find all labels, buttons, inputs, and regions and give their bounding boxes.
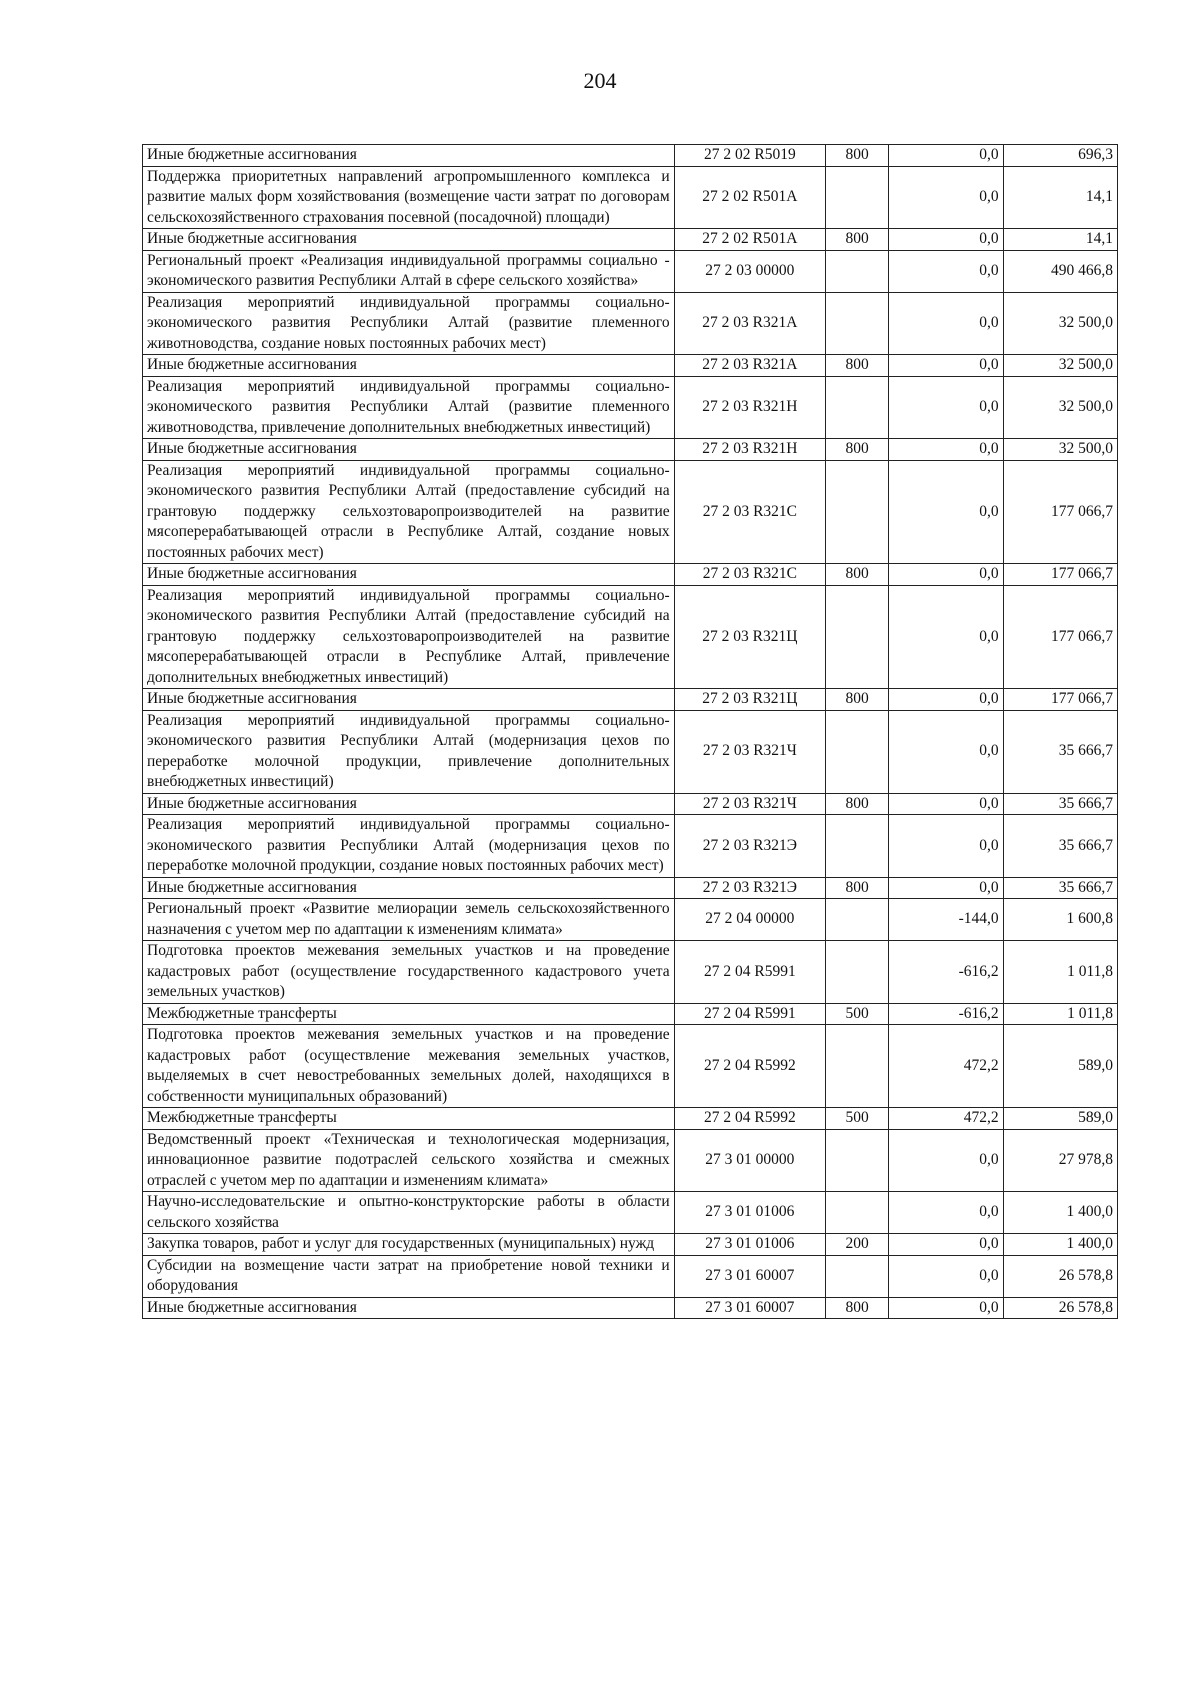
row-name-cell: Реализация мероприятий индивидуальной программы социально-экономического развития Республики Алтай (модернизация цехов по переработке молочной продукции, привлечение дополнительных внебюджетных инвестиций) xyxy=(143,710,675,793)
row-change-value-cell: 0,0 xyxy=(889,376,1003,439)
row-code-cell: 27 2 02 R501A xyxy=(674,166,825,229)
row-expense-type-cell xyxy=(826,1129,889,1192)
row-code-cell: 27 2 03 R321Ч xyxy=(674,710,825,793)
row-code-cell: 27 2 03 R321C xyxy=(674,564,825,586)
row-expense-type-cell xyxy=(826,460,889,564)
table-row xyxy=(143,1003,1118,1025)
row-name-cell: Иные бюджетные ассигнования xyxy=(143,877,675,899)
row-change-value-cell: 0,0 xyxy=(889,815,1003,878)
row-expense-type-cell: 800 xyxy=(826,793,889,815)
row-name-cell: Иные бюджетные ассигнования xyxy=(143,145,675,167)
table-row xyxy=(143,166,1118,229)
row-change-value-cell: -616,2 xyxy=(889,941,1003,1004)
row-amount-cell: 32 500,0 xyxy=(1003,376,1117,439)
row-name-cell: Иные бюджетные ассигнования xyxy=(143,229,675,251)
row-code-cell: 27 2 02 R501A xyxy=(674,229,825,251)
row-code-cell: 27 3 01 60007 xyxy=(674,1297,825,1319)
row-amount-cell: 1 600,8 xyxy=(1003,899,1117,941)
row-name-cell: Реализация мероприятий индивидуальной программы социально-экономического развития Республики Алтай (модернизация цехов по переработке молочной продукции, создание новых постоянных рабочих мест) xyxy=(143,815,675,878)
row-expense-type-cell xyxy=(826,585,889,689)
table-row xyxy=(143,250,1118,292)
row-change-value-cell: 0,0 xyxy=(889,460,1003,564)
row-name-cell: Подготовка проектов межевания земельных участков и на проведение кадастровых работ (осуществление государственного кадастрового учета земельных участков) xyxy=(143,941,675,1004)
table-row xyxy=(143,564,1118,586)
table-row xyxy=(143,941,1118,1004)
row-code-cell: 27 3 01 00000 xyxy=(674,1129,825,1192)
row-code-cell: 27 2 02 R5019 xyxy=(674,145,825,167)
budget-table xyxy=(142,144,1118,1319)
row-name-cell: Иные бюджетные ассигнования xyxy=(143,439,675,461)
row-code-cell: 27 2 04 00000 xyxy=(674,899,825,941)
row-amount-cell: 177 066,7 xyxy=(1003,564,1117,586)
row-change-value-cell: 0,0 xyxy=(889,1255,1003,1297)
table-row xyxy=(143,793,1118,815)
table-row xyxy=(143,292,1118,355)
table-row xyxy=(143,899,1118,941)
row-code-cell: 27 2 03 R321Ц xyxy=(674,689,825,711)
row-code-cell: 27 2 03 R321Ч xyxy=(674,793,825,815)
table-row xyxy=(143,376,1118,439)
row-expense-type-cell: 800 xyxy=(826,689,889,711)
row-name-cell: Межбюджетные трансферты xyxy=(143,1108,675,1130)
table-row xyxy=(143,585,1118,689)
row-expense-type-cell xyxy=(826,1255,889,1297)
row-amount-cell: 35 666,7 xyxy=(1003,793,1117,815)
budget-table-body xyxy=(143,145,1118,1319)
row-amount-cell: 32 500,0 xyxy=(1003,355,1117,377)
row-code-cell: 27 2 04 R5992 xyxy=(674,1108,825,1130)
table-row xyxy=(143,1255,1118,1297)
row-code-cell: 27 2 04 R5991 xyxy=(674,1003,825,1025)
row-expense-type-cell xyxy=(826,815,889,878)
table-row xyxy=(143,877,1118,899)
row-change-value-cell: -616,2 xyxy=(889,1003,1003,1025)
row-change-value-cell: 0,0 xyxy=(889,439,1003,461)
page-number: 204 xyxy=(583,68,617,93)
row-change-value-cell: 0,0 xyxy=(889,585,1003,689)
row-change-value-cell: -144,0 xyxy=(889,899,1003,941)
row-expense-type-cell xyxy=(826,376,889,439)
row-expense-type-cell: 200 xyxy=(826,1234,889,1256)
row-change-value-cell: 0,0 xyxy=(889,229,1003,251)
row-expense-type-cell xyxy=(826,166,889,229)
table-row xyxy=(143,1025,1118,1108)
row-amount-cell: 1 400,0 xyxy=(1003,1192,1117,1234)
row-name-cell: Ведомственный проект «Техническая и технологическая модернизация, инновационное развитие подотраслей сельского хозяйства и смежных отраслей с учетом мер по адаптации и изменениям климата» xyxy=(143,1129,675,1192)
row-amount-cell: 14,1 xyxy=(1003,166,1117,229)
table-row xyxy=(143,229,1118,251)
row-name-cell: Научно-исследовательские и опытно-конструкторские работы в области сельского хозяйства xyxy=(143,1192,675,1234)
table-row xyxy=(143,1234,1118,1256)
row-change-value-cell: 0,0 xyxy=(889,250,1003,292)
row-amount-cell: 26 578,8 xyxy=(1003,1297,1117,1319)
row-change-value-cell: 0,0 xyxy=(889,793,1003,815)
table-row xyxy=(143,815,1118,878)
row-expense-type-cell: 800 xyxy=(826,564,889,586)
row-name-cell: Региональный проект «Развитие мелиорации земель сельскохозяйственного назначения с учетом мер по адаптации к изменениям климата» xyxy=(143,899,675,941)
row-change-value-cell: 0,0 xyxy=(889,689,1003,711)
row-name-cell: Реализация мероприятий индивидуальной программы социально-экономического развития Республики Алтай (предоставление субсидий на грантовую поддержку сельхозтоваропроизводителей на развитие мясоперерабатывающей отрасли в Республике Алтай, создание новых постоянных рабочих мест) xyxy=(143,460,675,564)
row-amount-cell: 35 666,7 xyxy=(1003,710,1117,793)
row-amount-cell: 14,1 xyxy=(1003,229,1117,251)
row-change-value-cell: 472,2 xyxy=(889,1025,1003,1108)
row-amount-cell: 177 066,7 xyxy=(1003,585,1117,689)
row-change-value-cell: 0,0 xyxy=(889,564,1003,586)
table-row xyxy=(143,1108,1118,1130)
row-code-cell: 27 2 03 R321C xyxy=(674,460,825,564)
row-expense-type-cell xyxy=(826,250,889,292)
row-code-cell: 27 2 03 R321Ц xyxy=(674,585,825,689)
row-name-cell: Иные бюджетные ассигнования xyxy=(143,1297,675,1319)
row-name-cell: Подготовка проектов межевания земельных участков и на проведение кадастровых работ (осуществление межевания земельных участков, выделяемых в счет невостребованных земельных долей, находящихся в собственности муниципальных образований) xyxy=(143,1025,675,1108)
row-name-cell: Иные бюджетные ассигнования xyxy=(143,793,675,815)
row-change-value-cell: 0,0 xyxy=(889,1192,1003,1234)
row-code-cell: 27 2 04 R5991 xyxy=(674,941,825,1004)
row-expense-type-cell: 500 xyxy=(826,1108,889,1130)
row-amount-cell: 27 978,8 xyxy=(1003,1129,1117,1192)
row-name-cell: Реализация мероприятий индивидуальной программы социально-экономического развития Республики Алтай (развитие племенного животноводства, привлечение дополнительных внебюджетных инвестиций) xyxy=(143,376,675,439)
row-change-value-cell: 0,0 xyxy=(889,355,1003,377)
row-amount-cell: 1 011,8 xyxy=(1003,941,1117,1004)
row-amount-cell: 696,3 xyxy=(1003,145,1117,167)
row-change-value-cell: 0,0 xyxy=(889,710,1003,793)
row-expense-type-cell: 800 xyxy=(826,439,889,461)
row-change-value-cell: 0,0 xyxy=(889,877,1003,899)
row-change-value-cell: 0,0 xyxy=(889,292,1003,355)
row-name-cell: Реализация мероприятий индивидуальной программы социально-экономического развития Республики Алтай (развитие племенного животноводства, создание новых постоянных рабочих мест) xyxy=(143,292,675,355)
row-expense-type-cell xyxy=(826,1192,889,1234)
row-code-cell: 27 2 03 00000 xyxy=(674,250,825,292)
table-row xyxy=(143,439,1118,461)
row-amount-cell: 589,0 xyxy=(1003,1108,1117,1130)
row-name-cell: Поддержка приоритетных направлений агропромышленного комплекса и развитие малых форм хозяйствования (возмещение части затрат по договорам сельскохозяйственного страхования посевной (посадочной) площади) xyxy=(143,166,675,229)
row-expense-type-cell: 500 xyxy=(826,1003,889,1025)
table-row xyxy=(143,1192,1118,1234)
row-name-cell: Закупка товаров, работ и услуг для государственных (муниципальных) нужд xyxy=(143,1234,675,1256)
row-change-value-cell: 0,0 xyxy=(889,1297,1003,1319)
row-amount-cell: 1 011,8 xyxy=(1003,1003,1117,1025)
row-change-value-cell: 0,0 xyxy=(889,166,1003,229)
row-expense-type-cell xyxy=(826,899,889,941)
row-code-cell: 27 3 01 01006 xyxy=(674,1234,825,1256)
row-code-cell: 27 2 04 R5992 xyxy=(674,1025,825,1108)
row-code-cell: 27 3 01 60007 xyxy=(674,1255,825,1297)
row-code-cell: 27 2 03 R321A xyxy=(674,355,825,377)
table-row xyxy=(143,460,1118,564)
row-change-value-cell: 472,2 xyxy=(889,1108,1003,1130)
row-change-value-cell: 0,0 xyxy=(889,1129,1003,1192)
row-code-cell: 27 2 03 R321Э xyxy=(674,815,825,878)
row-amount-cell: 35 666,7 xyxy=(1003,877,1117,899)
row-name-cell: Межбюджетные трансферты xyxy=(143,1003,675,1025)
row-expense-type-cell xyxy=(826,292,889,355)
row-amount-cell: 32 500,0 xyxy=(1003,439,1117,461)
row-expense-type-cell xyxy=(826,710,889,793)
table-row xyxy=(143,1129,1118,1192)
row-code-cell: 27 2 03 R321A xyxy=(674,292,825,355)
row-expense-type-cell: 800 xyxy=(826,145,889,167)
table-row xyxy=(143,710,1118,793)
row-expense-type-cell xyxy=(826,1025,889,1108)
row-expense-type-cell: 800 xyxy=(826,877,889,899)
table-row xyxy=(143,145,1118,167)
table-row xyxy=(143,1297,1118,1319)
row-expense-type-cell: 800 xyxy=(826,1297,889,1319)
row-change-value-cell: 0,0 xyxy=(889,1234,1003,1256)
row-name-cell: Иные бюджетные ассигнования xyxy=(143,564,675,586)
row-name-cell: Иные бюджетные ассигнования xyxy=(143,689,675,711)
row-amount-cell: 32 500,0 xyxy=(1003,292,1117,355)
table-row xyxy=(143,355,1118,377)
row-code-cell: 27 2 03 R321Э xyxy=(674,877,825,899)
row-amount-cell: 26 578,8 xyxy=(1003,1255,1117,1297)
row-code-cell: 27 3 01 01006 xyxy=(674,1192,825,1234)
row-amount-cell: 490 466,8 xyxy=(1003,250,1117,292)
row-amount-cell: 1 400,0 xyxy=(1003,1234,1117,1256)
row-amount-cell: 35 666,7 xyxy=(1003,815,1117,878)
row-change-value-cell: 0,0 xyxy=(889,145,1003,167)
row-name-cell: Субсидии на возмещение части затрат на приобретение новой техники и оборудования xyxy=(143,1255,675,1297)
row-name-cell: Реализация мероприятий индивидуальной программы социально-экономического развития Республики Алтай (предоставление субсидий на грантовую поддержку сельхозтоваропроизводителей на развитие мясоперерабатывающей отрасли в Республике Алтай, привлечение дополнительных внебюджетных инвестиций) xyxy=(143,585,675,689)
row-name-cell: Иные бюджетные ассигнования xyxy=(143,355,675,377)
row-expense-type-cell: 800 xyxy=(826,229,889,251)
row-code-cell: 27 2 03 R321H xyxy=(674,376,825,439)
row-amount-cell: 177 066,7 xyxy=(1003,460,1117,564)
table-row xyxy=(143,689,1118,711)
row-expense-type-cell: 800 xyxy=(826,355,889,377)
row-code-cell: 27 2 03 R321H xyxy=(674,439,825,461)
row-amount-cell: 589,0 xyxy=(1003,1025,1117,1108)
row-name-cell: Региональный проект «Реализация индивидуальной программы социально - экономического развития Республики Алтай в сфере сельского хозяйства» xyxy=(143,250,675,292)
row-expense-type-cell xyxy=(826,941,889,1004)
row-amount-cell: 177 066,7 xyxy=(1003,689,1117,711)
